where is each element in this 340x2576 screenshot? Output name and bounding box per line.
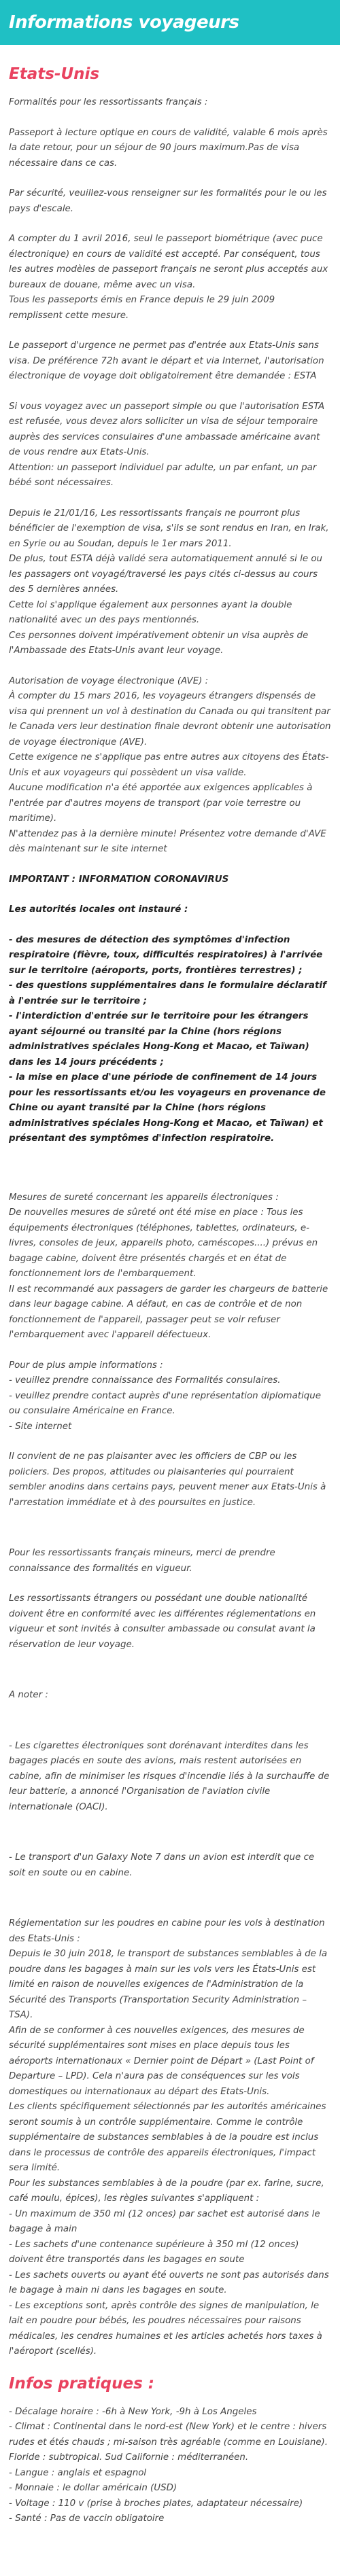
section-title: Infos pratiques : (9, 2374, 154, 2393)
text-line: Passeport à lecture optique en cours de validité, valable 6 mois après la date retour, pour un séjour de 90 jours maximum.Pas de visa nécessaire dans ce cas. (9, 127, 328, 169)
text-line: Mesures de sureté concernant les appareils électroniques : (9, 1192, 279, 1203)
text-line: Tous les passeports émis en France depuis le 29 juin 2009 remplissent cette mesure. (9, 295, 275, 321)
spacer (9, 1525, 331, 1546)
paragraph (9, 1739, 331, 1816)
main-content (0, 45, 340, 2556)
text-line: A compter du 1 avril 2016, seul le passeport biométrique (avec puce électronique) en cours de validité est accepté. Par conséquent, tous les autres modèles de passeport français ne seront plus acceptés aux bureaux de douane, même avec un visa. (9, 234, 328, 290)
paragraph (9, 674, 331, 858)
text-line: Les clients spécifiquement sélectionnés par les autorités américaines seront soumis à un contrôle supplémentaire. Comme le contrôle supplémentaire de substances semblables à de la poudre est inclus dans le processus de contrôle des appareils électroniques, l'impact sera limité. (9, 2102, 326, 2173)
text-line: De nouvelles mesures de sûreté ont été mise en place : Tous les équipements électroniques (téléphones, tablettes, ordinateurs, e-livres, consoles de jeux, appareils photo, caméscopes....) prévus en bagage cabine, doivent être présentés chargés et en état de fonctionnement lors de l'embarquement. (9, 1207, 318, 1279)
text-line: - Le transport d'un Galaxy Note 7 dans un avion est interdit que ce soit en soute ou en cabine. (9, 1852, 315, 1878)
spacer (9, 1162, 331, 1190)
text-line: De plus, tout ESTA déjà validé sera automatiquement annulé si le ou les passagers ont voyagé/traversé les pays cités ci-dessus au cours des 5 dernières années. (9, 554, 323, 595)
paragraph (9, 95, 331, 111)
text-line: Pour de plus ample informations : (9, 1360, 163, 1371)
text-line: - Site internet (9, 1421, 72, 1432)
text-line: Il est recommandé aux passagers de garder les chargeurs de batterie dans leur bagage cabine. A défaut, en cas de contrôle et de non fonctionnement de l'appareil, passager peut se voir refuser l'embarquement avec l'appareil défectueux. (9, 1284, 328, 1340)
text-line: - Un maximum de 350 ml (12 onces) par sachet est autorisé dans le bagage à main (9, 2208, 320, 2234)
paragraph (9, 902, 331, 918)
text-line: - Langue : anglais et espagnol (9, 2467, 147, 2478)
text-line: Pour les ressortissants français mineurs, merci de prendre connaissance des formalités en vigueur. (9, 1548, 275, 1574)
text-line: - des mesures de détection des symptômes d'infection respiratoire (fièvre, toux, difficultés respiratoires) à l'arrivée sur le territoire (aéroports, ports, frontières terrestres) ; (9, 934, 323, 976)
paragraph (9, 933, 331, 1147)
paragraph (9, 2405, 331, 2527)
spacer (9, 1896, 331, 1916)
text-line: Depuis le 21/01/16, Les ressortissants français ne pourront plus bénéficier de l'exemption de visa, s'ils se sont rendus en Iran, en Irak, en Syrie ou au Soudan, depuis le 1er mars 2011. (9, 508, 329, 549)
text-line: - Les sachets d'une contenance supérieure à 350 ml (12 onces) doivent être transportés dans les bagages en soute (9, 2239, 299, 2265)
spacer (9, 1718, 331, 1739)
text-line: Cette loi s'applique également aux personnes ayant la double nationalité avec un des pays mentionnés. (9, 599, 292, 625)
text-line: - veuillez prendre contact auprès d'une représentation diplomatique ou consulaire Américaine en France. (9, 1390, 321, 1416)
paragraph (9, 400, 331, 491)
text-line: - Monnaie : le dollar américain (USD) (9, 2483, 177, 2493)
paragraph (9, 1916, 331, 2360)
text-line: - Les exceptions sont, après contrôle des signes de manipulation, le lait en poudre pour bébés, les poudres nécessaires pour raisons médicales, les cendres humaines et les articles achetés hors taxes à l'aéroport (scellés). (9, 2300, 322, 2357)
spacer (9, 1668, 331, 1688)
text-line: Le passeport d'urgence ne permet pas d'entrée aux Etats-Unis sans visa. De préférence 72h avant le départ et via Internet, l'autorisation électronique de voyage doit obligatoirement être demandée : ESTA (9, 340, 324, 381)
paragraph (9, 126, 331, 172)
text-line: Afin de se conformer à ces nouvelles exigences, des mesures de sécurité supplémentaires sont mises en place depuis tous les aéroports internationaux « Dernier point de Départ » (Last Point of Departure – LPD). Cela n'aura pas de conséquences sur les vols domestiques ou internationaux au départ des Etats-Unis. (9, 2025, 314, 2097)
text-line: Attention: un passeport individuel par adulte, un par enfant, un par bébé sont nécessaires. (9, 462, 317, 488)
paragraph (9, 1190, 331, 1343)
page-header (0, 0, 340, 45)
paragraph (9, 1358, 331, 1435)
text-line: Les ressortissants étrangers ou possédant une double nationalité doivent être en conformité avec les différentes réglementations en vigueur et sont invités à consulter ambassade ou consulat avant la réservation de leur voyage. (9, 1593, 316, 1650)
paragraph (9, 872, 331, 888)
paragraph (9, 1546, 331, 1576)
text-line: Cette exigence ne s'applique pas entre autres aux citoyens des États-Unis et aux voyageurs qui possèdent un visa valide. (9, 752, 329, 778)
paragraph (9, 1688, 331, 1704)
text-line: Par sécurité, veuillez-vous renseigner sur les formalités pour le ou les pays d'escale. (9, 188, 327, 214)
text-line: - veuillez prendre connaissance des Formalités consulaires. (9, 1375, 281, 1386)
spacer (9, 1830, 331, 1850)
text-line: - Voltage : 110 v (prise à broches plates, adaptateur nécessaire) (9, 2498, 303, 2509)
text-line: IMPORTANT : INFORMATION CORONAVIRUS (9, 874, 229, 885)
paragraph (9, 232, 331, 323)
text-line: À compter du 15 mars 2016, les voyageurs étrangers dispensés de visa qui prennent un vol à destination du Canada ou qui transitent par le Canada vers leur destination finale devront obtenir une autorisation de voyage électronique (AVE). (9, 691, 331, 747)
text-line: - Décalage horaire : -6h à New York, -9h à Los Angeles (9, 2406, 257, 2417)
text-line: - des questions supplémentaires dans le formulaire déclaratif à l'entrée sur le territoire ; (9, 981, 326, 1006)
text-line: - Les sachets ouverts ou ayant été ouverts ne sont pas autorisés dans le bagage à main ni dans les bagages en soute. (9, 2270, 329, 2295)
text-line: Formalités pour les ressortissants français : (9, 97, 208, 107)
paragraph (9, 1449, 331, 1511)
paragraph (9, 506, 331, 659)
text-line: Les autorités locales ont instauré : (9, 904, 188, 915)
paragraph (9, 1850, 331, 1881)
text-line: - Les cigarettes électroniques sont dorénavant interdites dans les bagages placés en soute des avions, mais restent autorisées en cabine, afin de minimiser les risques d'incendie liés à la surchauffe de leur batterie, a annoncé l'Organisation de l'aviation civile internationale (OACI). (9, 1740, 330, 1812)
text-line: N'attendez pas à la dernière minute! Présentez votre demande d'AVE dès maintenant sur le site internet (9, 828, 326, 854)
text-line: Depuis le 30 juin 2018, le transport de substances semblables à de la poudre dans les bagages à main sur les vols vers les États-Unis est limité en raison de nouvelles exigences de l'Administration de la Sécurité des Transports (Transportation Security Administration – TSA). (9, 1949, 328, 2020)
section-title: Etats-Unis (9, 65, 100, 83)
paragraph (9, 1591, 331, 1653)
text-line: A noter : (9, 1690, 48, 1700)
text-line: - Santé : Pas de vaccin obligatoire (9, 2513, 165, 2524)
text-line: Pour les substances semblables à de la poudre (par ex. farine, sucre, café moulu, épices), les règles suivantes s'appliquent : (9, 2178, 324, 2204)
paragraph (9, 338, 331, 385)
text-line: - l'interdiction d'entrée sur le territoire pour les étrangers ayant séjourné ou transité par la Chine (hors régions administratives spéciales Hong-Kong et Macao, et Taïwan) dans les 14 jours précédents ; (9, 1011, 309, 1068)
text-line: Si vous voyagez avec un passeport simple ou que l'autorisation ESTA est refusée, vous devez alors solliciter un visa de séjour temporaire auprès des services consulaires d'une ambassade américaine avant de vous rendre aux Etats-Unis. (9, 401, 325, 457)
paragraph (9, 186, 331, 217)
text-line: Il convient de ne pas plaisanter avec les officiers de CBP ou les policiers. Des propos, attitudes ou plaisanteries qui pourraient sembler anodins dans certains pays, peuvent mener aux Etats-Unis à l'arrestation immédiate et à des poursuites en justice. (9, 1451, 326, 1508)
text-line: Réglementation sur les poudres en cabine pour les vols à destination des Etats-Unis : (9, 1918, 325, 1944)
text-line: - Climat : Continental dans le nord-est (New York) et le centre : hivers rudes et étés chauds ; mi-saison très agréable (comme en Louisiane). Floride : subtropical. Sud Californie : méditerranéen. (9, 2422, 328, 2463)
text-line: Autorisation de voyage électronique (AVE) : (9, 675, 209, 686)
page-title: Informations voyageurs (9, 12, 239, 33)
text-line: Aucune modification n'a été apportée aux exigences applicables à l'entrée par d'autres moyens de transport (par voie terrestre ou maritime). (9, 783, 313, 824)
text-line: Ces personnes doivent impérativement obtenir un visa auprès de l'Ambassade des Etats-Unis avant leur voyage. (9, 630, 309, 656)
text-line: - la mise en place d'une période de confinement de 14 jours pour les ressortissants et/ou les voyageurs en provenance de Chine ou ayant transité par la Chine (hors régions administratives spéciales Hong-Kong et Macao, et Taïwan) et présentant des symptômes d'infection respiratoire. (9, 1072, 326, 1144)
